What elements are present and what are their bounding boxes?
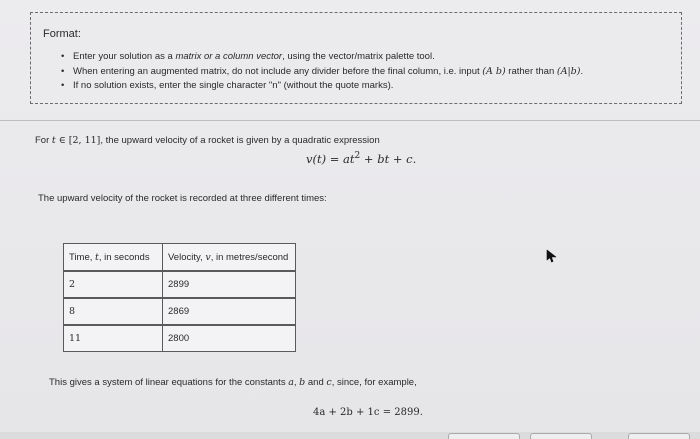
velocity-cell: 2869 <box>163 298 296 325</box>
bottom-toolbar <box>0 432 700 439</box>
format-list <box>61 50 583 94</box>
format-instructions-box <box>30 12 682 104</box>
header-velocity: Velocity, v, in metres/second <box>163 244 296 272</box>
time-cell: 11 <box>64 325 163 352</box>
header-time: Time, t, in seconds <box>64 244 163 272</box>
format-bullet-2: • When entering an augmented matrix, do not include any divider before the final column, i.e. input (A b) rather than (A|b). <box>61 65 583 80</box>
format-title: Format: <box>43 28 81 40</box>
divider <box>0 120 700 121</box>
velocity-table <box>63 243 296 352</box>
table-row <box>64 298 296 325</box>
mouse-cursor-icon <box>545 249 557 263</box>
system-intro: This gives a system of linear equations for the constants a, b and c, since, for example, <box>49 377 417 388</box>
velocity-cell: 2800 <box>163 325 296 352</box>
example-equation: 4a + 2b + 1c = 2899. <box>313 407 423 418</box>
bottom-button[interactable] <box>530 433 592 439</box>
bottom-button[interactable] <box>448 433 520 439</box>
velocity-equation: $v(t) = at^2$ + bt + c. <box>306 151 417 166</box>
table-row <box>64 271 296 298</box>
time-cell: 8 <box>64 298 163 325</box>
problem-intro: For t ∈ [2, 11], the upward velocity of a rocket is given by a quadratic expression <box>35 135 380 146</box>
time-cell: 2 <box>64 271 163 298</box>
table-row <box>64 325 296 352</box>
format-bullet-1: • Enter your solution as a matrix or a column vector, using the vector/matrix palette tool. <box>61 50 583 65</box>
table-header-row <box>64 244 296 272</box>
bottom-button[interactable] <box>628 433 690 439</box>
recorded-text: The upward velocity of the rocket is recorded at three different times: <box>38 193 327 204</box>
velocity-cell: 2899 <box>163 271 296 298</box>
format-bullet-3: • If no solution exists, enter the single character "n" (without the quote marks). <box>61 79 583 94</box>
